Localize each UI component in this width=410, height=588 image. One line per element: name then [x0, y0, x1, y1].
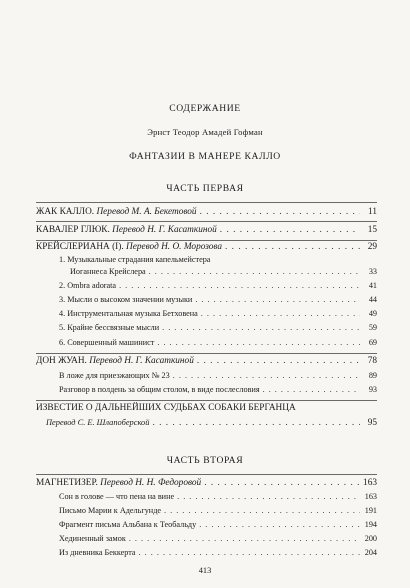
- dot-leader: [129, 534, 360, 543]
- entry-translator: Перевод Н. Н. Федоровой: [100, 478, 202, 488]
- dot-leader: [263, 385, 360, 394]
- subentry-page: 44: [368, 295, 377, 304]
- toc-subentry: [59, 548, 377, 557]
- dot-leader: [200, 207, 360, 217]
- entry-translator: Перевод М. А. Бекетовой: [96, 207, 197, 217]
- entry-translator: Перевод Н. Г. Касаткиной: [89, 356, 194, 366]
- subentry-page: 194: [364, 520, 377, 529]
- book-title: ФАНТАЗИИ В МАНЕРЕ КАЛЛО: [129, 151, 281, 162]
- subentry-title: Разговор в полдень за общим столом, в виде послесловия: [59, 385, 260, 394]
- toc-subentry: [59, 371, 377, 380]
- toc-entry-berganza: [36, 418, 377, 428]
- dot-leader: [164, 506, 360, 515]
- dot-leader: [195, 295, 360, 304]
- part-one-title: ЧАСТЬ ПЕРВАЯ: [166, 183, 244, 194]
- toc-subentry: [59, 385, 377, 394]
- subentry-title: Письмо Марии к Адельгунде: [59, 506, 161, 515]
- entry-rule: [36, 400, 377, 401]
- subentry-title: 6. Совершенный машинист: [59, 338, 155, 347]
- entry-title: КРЕЙСЛЕРИАНА (I).: [36, 242, 124, 252]
- subentry-page: 49: [368, 309, 377, 318]
- toc-title: СОДЕРЖАНИЕ: [169, 103, 241, 114]
- entry-title: ЖАК КАЛЛО.: [36, 207, 95, 217]
- dot-leader: [225, 242, 360, 252]
- dot-leader: [173, 371, 360, 380]
- toc-subentry: [59, 309, 377, 318]
- subentry-page: 191: [364, 506, 377, 515]
- toc-entry-berganza-title: ИЗВЕСТИЕ О ДАЛЬНЕЙШИХ СУДЬБАХ СОБАКИ БЕРГАНЦА: [36, 403, 296, 413]
- subentry-page: 41: [368, 281, 377, 290]
- subentry-page: 93: [368, 385, 377, 394]
- toc-entry-magnetizer: [36, 478, 377, 488]
- toc-entry-jak-kallo: [36, 207, 377, 217]
- subentry-page: 59: [368, 323, 377, 332]
- entry-translator: Перевод С. Е. Шлапоберской: [46, 418, 150, 427]
- dot-leader: [197, 356, 360, 366]
- entry-title: МАГНЕТИЗЕР.: [36, 478, 98, 488]
- toc-subentry: [59, 281, 377, 290]
- toc-entry-kreisleriana: [36, 242, 377, 252]
- toc-subentry: [59, 338, 377, 347]
- toc-subentry: [70, 267, 377, 276]
- toc-subentry: [59, 295, 377, 304]
- toc-subentry: [59, 323, 377, 332]
- part-one-rule: [36, 202, 377, 203]
- entry-translator: Перевод Н. О. Морозова: [126, 242, 223, 252]
- subentry-title: Иоганнеса Крейслера: [70, 267, 146, 276]
- subentry-page: 33: [368, 267, 377, 276]
- subentry-title: Сон в голове — что пена на вине: [59, 492, 175, 501]
- dot-leader: [149, 267, 360, 276]
- toc-subentry: [59, 492, 377, 501]
- subentry-line: 1. Музыкальные страдания капельмейстера: [59, 255, 211, 264]
- subentry-title: Из дневника Беккерта: [59, 548, 136, 557]
- subentry-title: 5. Крайне бессвязные мысли: [59, 323, 160, 332]
- entry-page: 11: [368, 207, 377, 217]
- author-name: Эрнст Теодор Амадей Гофман: [147, 127, 263, 137]
- dot-leader: [162, 323, 360, 332]
- subentry-page: 89: [368, 371, 377, 380]
- toc-subentry: [59, 534, 377, 543]
- dot-leader: [119, 281, 360, 290]
- entry-translator: Перевод Н. Г. Касаткиной: [112, 225, 217, 235]
- entry-rule: [36, 240, 377, 241]
- dot-leader: [177, 492, 360, 501]
- subentry-page: 69: [368, 338, 377, 347]
- page-number: 413: [198, 566, 212, 575]
- entry-rule: [36, 353, 377, 354]
- toc-entry-don-juan: [36, 356, 377, 366]
- toc-subentry: [59, 506, 377, 515]
- part-two-rule: [36, 474, 377, 475]
- entry-title: ДОН ЖУАН.: [36, 356, 87, 366]
- subentry-title: 4. Инструментальная музыка Бетховена: [59, 309, 198, 318]
- subentry-page: 200: [364, 534, 377, 543]
- dot-leader: [201, 309, 360, 318]
- entry-title: КАВАЛЕР ГЛЮК.: [36, 225, 110, 235]
- subentry-title: В ложе для приезжающих № 23: [59, 371, 170, 380]
- entry-page: 163: [363, 478, 377, 488]
- entry-rule: [36, 221, 377, 222]
- subentry-title: 3. Мысли о высоком значении музыки: [59, 295, 193, 304]
- subentry-page: 204: [364, 548, 377, 557]
- dot-leader: [220, 225, 360, 235]
- subentry-title: 2. Ombra adorata: [59, 281, 117, 290]
- part-two-title: ЧАСТЬ ВТОРАЯ: [166, 455, 244, 466]
- entry-page: 29: [367, 242, 377, 252]
- dot-leader: [199, 520, 360, 529]
- dot-leader: [157, 338, 360, 347]
- entry-page: 78: [367, 356, 377, 366]
- toc-entry-kavaler-gluck: [36, 225, 377, 235]
- subentry-title: Хединенный замок: [59, 534, 126, 543]
- subentry-title: Фрагмент письма Альбана к Теобальду: [59, 520, 197, 529]
- dot-leader: [204, 478, 360, 488]
- entry-page: 95: [367, 418, 377, 428]
- dot-leader: [152, 418, 360, 428]
- entry-page: 15: [367, 225, 377, 235]
- subentry-page: 163: [364, 492, 377, 501]
- toc-subentry: [59, 520, 377, 529]
- dot-leader: [139, 548, 360, 557]
